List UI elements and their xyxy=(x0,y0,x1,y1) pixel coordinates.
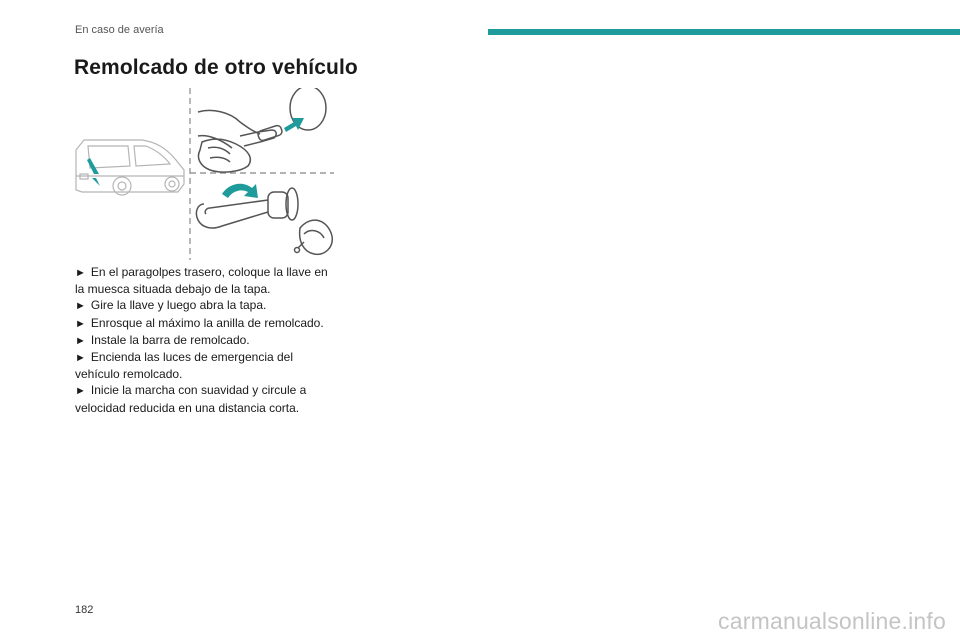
rotate-arrow-icon xyxy=(222,184,258,198)
watermark: carmanualsonline.info xyxy=(718,608,946,634)
step-4: ► Instale la barra de remolcado. xyxy=(75,332,250,347)
page-number: 182 xyxy=(75,604,94,616)
step-3: ► Enrosque al máximo la anilla de remolcado. xyxy=(75,315,324,330)
section-header: En caso de avería xyxy=(75,24,164,36)
hand-key-icon xyxy=(198,88,326,172)
step-marker: ► xyxy=(75,267,86,279)
location-arrow-icon xyxy=(87,158,100,186)
towing-eye-illustration xyxy=(72,88,340,260)
step-marker: ► xyxy=(75,317,86,330)
step-5: ► Encienda las luces de emergencia del vehículo remolcado. xyxy=(75,350,294,382)
step-marker: ► xyxy=(75,352,86,365)
page-title: Remolcado de otro vehículo xyxy=(74,56,358,79)
step-1: ► En el paragolpes trasero, coloque la llave en la muesca situada debajo de la tapa. xyxy=(75,265,328,297)
header-accent-bar xyxy=(488,29,960,35)
step-2: ► Gire la llave y luego abra la tapa. xyxy=(75,298,267,313)
step-marker: ► xyxy=(75,334,86,347)
instruction-steps xyxy=(75,264,335,416)
step-6: ► Inicie la marcha con suavidad y circule a velocidad reducida en una distancia corta. xyxy=(75,383,307,415)
towing-eye-icon xyxy=(196,188,332,254)
step-marker: ► xyxy=(75,300,86,313)
step-marker: ► xyxy=(75,385,86,398)
